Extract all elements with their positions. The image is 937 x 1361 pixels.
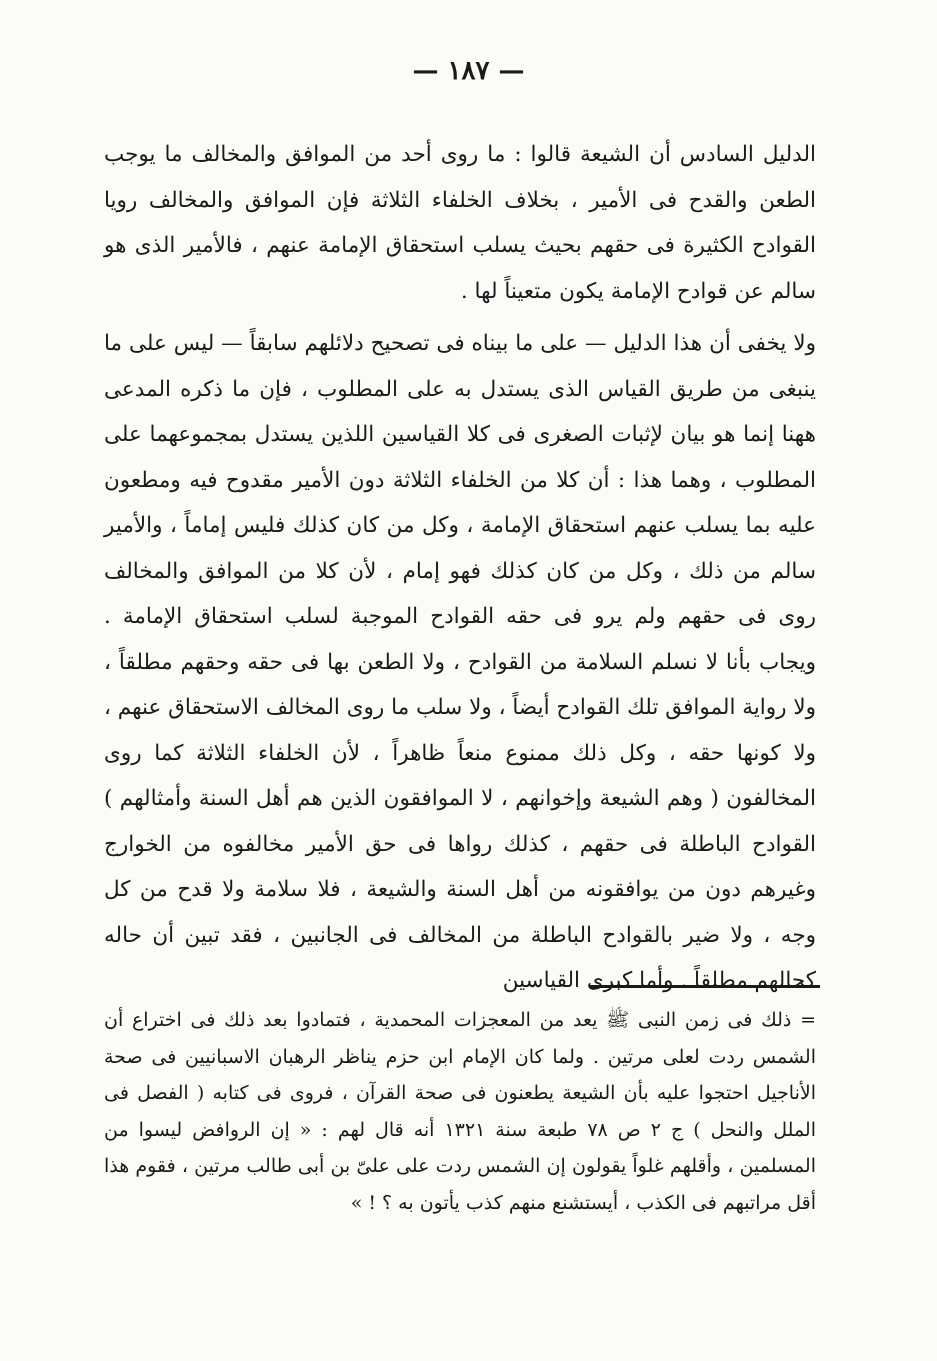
footnote xyxy=(104,1002,816,1221)
paragraph-sixth-argument: الدليل السادس أن الشيعة قالوا : ما روى أحد من الموافق والمخالف ما يوجب الطعن والقدح فى الأمير ، بخلاف الخلفاء الثلاثة فإن الموافق والمخالف رويا القوادح الكثيرة فى حقهم بحيث يسلب استحقاق الإمامة عنهم ، فالأمير الذى هو سالم عن قوادح الإمامة يكون متعيناً لها . xyxy=(104,142,816,304)
paragraph-rebuttal: ولا يخفى أن هذا الدليل — على ما بيناه فى تصحيح دلائلهم سابقاً — ليس على ما ينبغى من طريق القياس الذى يستدل به على المطلوب ، فإن ما ذكره المدعى ههنا إنما هو بيان لإثبات الصغرى فى كلا القياسين اللذين يستدل بمجموعهما على المطلوب ، وهما هذا : أن كلا من الخلفاء الثلاثة دون الأمير مقدوح فيه ومطعون عليه بما يسلب عنهم استحقاق الإمامة ، وكل من كان كذلك فليس إماماً ، والأمير سالم من ذلك ، وكل من كان كذلك فهو إمام ، لأن كلا من الموافق والمخالف روى فى حقهم ولم يرو فى حقه القوادح الموجبة لسلب استحقاق الإمامة . ويجاب بأنا لا نسلم السلامة من القوادح ، ولا الطعن بها فى حقه وحقهم مطلقاً ، ولا رواية الموافق تلك القوادح أيضاً ، ولا سلب ما روى المخالف الاستحقاق عنهم ، ولا كونها حقه ، وكل ذلك ممنوع منعاً ظاهراً ، لأن الخلفاء الثلاثة كما روى المخالفون ( وهم الشيعة وإخوانهم ، لا الموافقون الذين هم أهل السنة وأمثالهم ) القوادح الباطلة فى حقهم ، كذلك رواها فى حق الأمير مخالفوه من الخوارج وغيرهم دون من يوافقونه من أهل السنة والشيعة ، فلا سلامة ولا قدح من كل وجه ، ولا ضير بالقوادح الباطلة من المخالف فى الجانبين ، فقد تبين أن حاله كحالهم مطلقاً . وأما كبرى القياسين xyxy=(104,331,816,993)
main-text xyxy=(104,132,816,1004)
footnote-text: = ذلك فى زمن النبى ﷺ يعد من المعجزات المحمدية ، فتمادوا بعد ذلك فى اختراع أن الشمس ردت لعلى مرتين . ولما كان الإمام ابن حزم يناظر الرهبان الاسبانيين فى صحة الأناجيل احتجوا عليه بأن الشيعة يطعنون فى صحة القرآن ، فروى فى كتابه ( الفصل فى الملل والنحل ) ج ٢ ص ٧٨ طبعة سنة ١٣٢١ أنه قال لهم : « إن الروافض ليسوا من المسلمين ، وأقلهم غلواً يقولون إن الشمس ردت على علىّ بن أبى طالب مرتين ، فقوم هذا أقل مراتبهم فى الكذب ، أيستشنع منهم كذب يأتون به ؟ ! » xyxy=(104,1009,816,1214)
footnote-separator xyxy=(590,985,820,988)
page-number: — ١٨٧ — xyxy=(412,56,525,86)
